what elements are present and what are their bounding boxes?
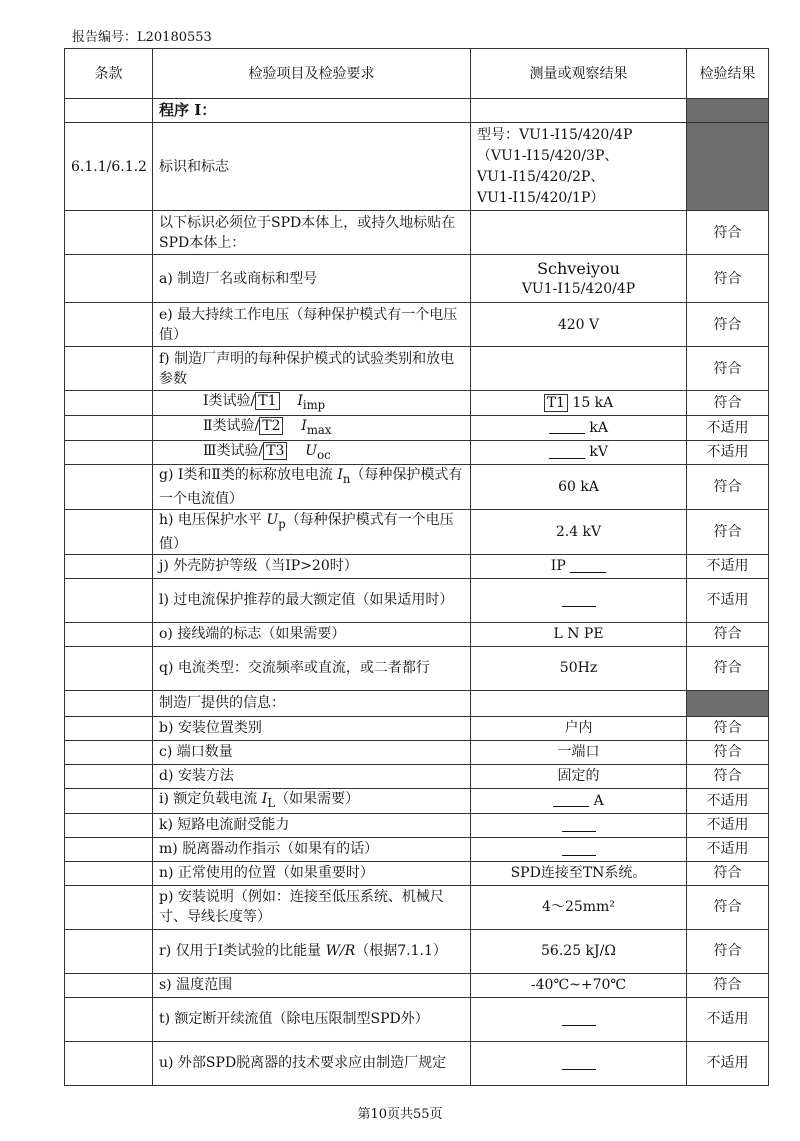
table-row: i) 额定负载电流 $I_L$（如果需要） A 不适用 [65,788,769,813]
verdict-cell: 不适用 [687,440,769,465]
blank-line [570,560,606,573]
verdict-cell: 符合 [687,716,769,740]
table-row: m) 脱离器动作指示（如果有的话） 不适用 [65,837,769,861]
table-row: s) 温度范围 -40℃~+70℃ 符合 [65,973,769,997]
table-row: h) 电压保护水平 $U_p$（每种保护模式有一个电压值） 2.4 kV 符合 [65,510,769,555]
verdict-cell: 不适用 [687,997,769,1041]
verdict-cell: 符合 [687,255,769,303]
blank-line [562,843,596,856]
table-row: Ⅰ类试验/ T1 $I_{imp}$ T1 15 kA 符合 [65,391,769,416]
table-row: 制造厂提供的信息： [65,690,769,716]
header-item: 检验项目及检验要求 [153,49,471,99]
verdict-cell: 符合 [687,764,769,788]
header-row [65,49,769,99]
table-row: g) Ⅰ类和Ⅱ类的标称放电电流 $I_n$（每种保护模式有一个电流值） 60 kA 符合 [65,465,769,510]
brand-name: Schveiyou [537,258,620,278]
table-row: b) 安装位置类别 户内 符合 [65,716,769,740]
table-row: Ⅲ类试验/ T3 $U_{oc}$ kV 不适用 [65,440,769,465]
table-row: c) 端口数量 一端口 符合 [65,740,769,764]
table-row: o) 接线端的标志（如果需要） L N PE 符合 [65,622,769,646]
table-row: l) 过电流保护推荐的最大额定值（如果适用时） 不适用 [65,578,769,622]
marking-row [65,123,769,211]
blank-line [553,794,589,807]
header-measured: 测量或观察结果 [471,49,687,99]
verdict-cell: 符合 [687,347,769,391]
table-row: d) 安装方法 固定的 符合 [65,764,769,788]
verdict-cell: 符合 [687,861,769,885]
verdict-cell: 不适用 [687,1041,769,1085]
blank-line [562,594,596,607]
verdict-cell: 符合 [687,391,769,416]
blank-line [549,421,585,434]
verdict-cell: 符合 [687,622,769,646]
blank-line [549,446,585,459]
verdict-cell: 不适用 [687,813,769,837]
marking-item: 标识和标志 [153,123,471,211]
blank-line [562,1057,596,1070]
table-row: t) 额定断开续流值（除电压限制型SPD外） 不适用 [65,997,769,1041]
page-footer: 第10页共55页 [357,1107,443,1122]
table-row: u) 外部SPD脱离器的技术要求应由制造厂规定 不适用 [65,1041,769,1085]
table-row: f) 制造厂声明的每种保护模式的试验类别和放电参数 符合 [65,347,769,391]
report-number: 报告编号：L20180553 [72,30,212,45]
verdict-cell: 符合 [687,465,769,510]
model-name: VU1-I15/420/4P [521,280,636,297]
table-row: Ⅱ类试验/ T2 $I_{max}$ kA 不适用 [65,415,769,440]
verdict-cell: 符合 [687,303,769,347]
verdict-cell: 符合 [687,646,769,690]
table-row: 以下标识必须位于SPD本体上，或持久地标贴在SPD本体上： 符合 [65,211,769,255]
table-row: e) 最大持续工作电压（每种保护模式有一个电压值） 420 V 符合 [65,303,769,347]
header-verdict: 检验结果 [687,49,769,99]
model-list: 型号：VU1-I15/420/4P （VU1-I15/420/3P、 VU1-I15/420/2P、 VU1-I15/420/1P） [471,123,687,211]
verdict-cell: 符合 [687,973,769,997]
blank-line [562,1013,596,1026]
table-row: r) 仅用于Ⅰ类试验的比能量 W/R（根据7.1.1） 56.25 kJ/Ω 符合 [65,929,769,973]
table-row: j) 外壳防护等级（当IP>20时） IP 不适用 [65,554,769,578]
verdict-cell: 符合 [687,929,769,973]
section-row [65,99,769,123]
verdict-cell: 符合 [687,885,769,929]
table-row: a) 制造厂名或商标和型号 Schveiyou VU1-I15/420/4P 符合 [65,255,769,303]
blank-line [562,819,596,832]
header-clause: 条款 [65,49,153,99]
verdict-cell: 符合 [687,510,769,555]
table-row: k) 短路电流耐受能力 不适用 [65,813,769,837]
verdict-cell: 不适用 [687,415,769,440]
verdict-cell: 不适用 [687,788,769,813]
inspection-table [64,48,769,1086]
verdict-cell: 不适用 [687,554,769,578]
section-title: 程序 Ⅰ： [159,101,217,119]
verdict-cell: 不适用 [687,578,769,622]
verdict-cell: 符合 [687,740,769,764]
table-row: q) 电流类型：交流频率或直流，或二者都行 50Hz 符合 [65,646,769,690]
clause-number: 6.1.1/6.1.2 [65,123,153,211]
table-row: p) 安装说明（例如：连接至低压系统、机械尺寸、导线长度等） 4～25mm² 符合 [65,885,769,929]
verdict-cell: 不适用 [687,837,769,861]
table-row: n) 正常使用的位置（如果重要时） SPD连接至TN系统。 符合 [65,861,769,885]
verdict-cell: 符合 [687,211,769,255]
